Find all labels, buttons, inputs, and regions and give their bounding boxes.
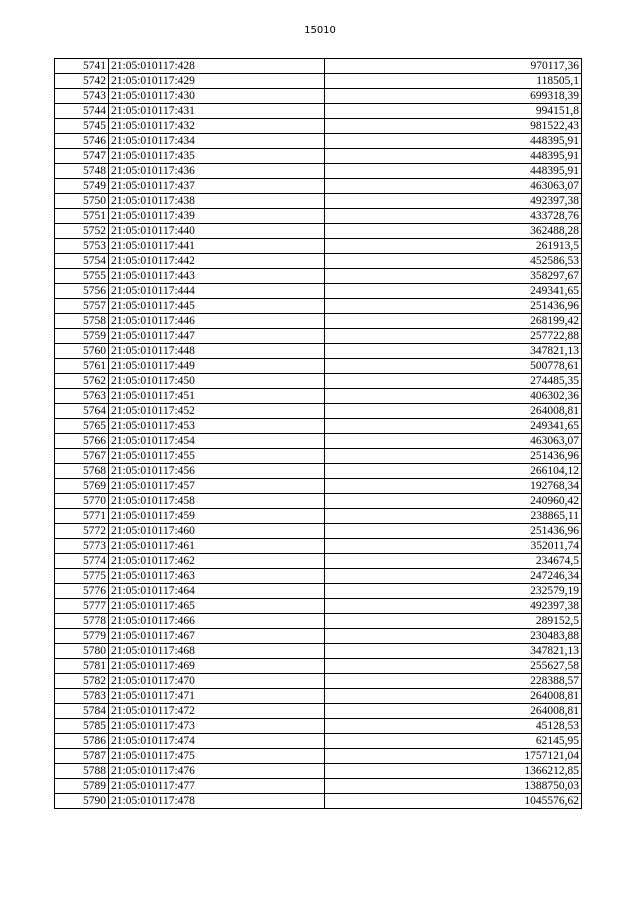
- cadastral-value-cell: 238865,11: [325, 509, 582, 524]
- cadastral-value-cell: 228388,57: [325, 674, 582, 689]
- row-number-cell: 5779: [55, 629, 109, 644]
- table-row: [55, 104, 582, 119]
- row-number-cell: 5763: [55, 389, 109, 404]
- cadastral-value-table: [54, 58, 582, 809]
- cadastral-value-cell: 251436,96: [325, 299, 582, 314]
- cadastral-number-cell: 21:05:010117:478: [109, 794, 325, 809]
- row-number-cell: 5776: [55, 584, 109, 599]
- cadastral-number-cell: 21:05:010117:452: [109, 404, 325, 419]
- cadastral-value-cell: 1366212,85: [325, 764, 582, 779]
- cadastral-value-cell: 981522,43: [325, 119, 582, 134]
- row-number-cell: 5757: [55, 299, 109, 314]
- cadastral-value-cell: 347821,13: [325, 344, 582, 359]
- cadastral-number-cell: 21:05:010117:437: [109, 179, 325, 194]
- cadastral-value-cell: 232579,19: [325, 584, 582, 599]
- cadastral-value-cell: 255627,58: [325, 659, 582, 674]
- cadastral-value-cell: 492397,38: [325, 194, 582, 209]
- table-row: [55, 59, 582, 74]
- row-number-cell: 5772: [55, 524, 109, 539]
- row-number-cell: 5768: [55, 464, 109, 479]
- cadastral-number-cell: 21:05:010117:469: [109, 659, 325, 674]
- row-number-cell: 5770: [55, 494, 109, 509]
- cadastral-value-cell: 406302,36: [325, 389, 582, 404]
- page-number: 15010: [304, 25, 336, 36]
- cadastral-value-cell: 362488,28: [325, 224, 582, 239]
- table-row: [55, 89, 582, 104]
- cadastral-number-cell: 21:05:010117:467: [109, 629, 325, 644]
- cadastral-value-cell: 274485,35: [325, 374, 582, 389]
- row-number-cell: 5790: [55, 794, 109, 809]
- cadastral-value-cell: 45128,53: [325, 719, 582, 734]
- cadastral-number-cell: 21:05:010117:459: [109, 509, 325, 524]
- table-row: [55, 659, 582, 674]
- table-row: [55, 614, 582, 629]
- cadastral-value-cell: 492397,38: [325, 599, 582, 614]
- cadastral-number-cell: 21:05:010117:444: [109, 284, 325, 299]
- cadastral-number-cell: 21:05:010117:438: [109, 194, 325, 209]
- cadastral-value-cell: 1757121,04: [325, 749, 582, 764]
- cadastral-number-cell: 21:05:010117:455: [109, 449, 325, 464]
- row-number-cell: 5767: [55, 449, 109, 464]
- table-row: [55, 134, 582, 149]
- cadastral-value-cell: 463063,07: [325, 434, 582, 449]
- row-number-cell: 5741: [55, 59, 109, 74]
- row-number-cell: 5781: [55, 659, 109, 674]
- cadastral-value-cell: 230483,88: [325, 629, 582, 644]
- cadastral-number-cell: 21:05:010117:442: [109, 254, 325, 269]
- cadastral-number-cell: 21:05:010117:468: [109, 644, 325, 659]
- table-row: [55, 569, 582, 584]
- cadastral-number-cell: 21:05:010117:429: [109, 74, 325, 89]
- cadastral-value-cell: 500778,61: [325, 359, 582, 374]
- cadastral-number-cell: 21:05:010117:471: [109, 689, 325, 704]
- table-row: [55, 269, 582, 284]
- cadastral-value-cell: 264008,81: [325, 689, 582, 704]
- table-row: [55, 389, 582, 404]
- table-row: [55, 239, 582, 254]
- cadastral-value-cell: 289152,5: [325, 614, 582, 629]
- row-number-cell: 5752: [55, 224, 109, 239]
- cadastral-number-cell: 21:05:010117:476: [109, 764, 325, 779]
- row-number-cell: 5784: [55, 704, 109, 719]
- cadastral-value-cell: 234674,5: [325, 554, 582, 569]
- row-number-cell: 5753: [55, 239, 109, 254]
- row-number-cell: 5751: [55, 209, 109, 224]
- row-number-cell: 5769: [55, 479, 109, 494]
- table-row: [55, 719, 582, 734]
- row-number-cell: 5778: [55, 614, 109, 629]
- cadastral-number-cell: 21:05:010117:451: [109, 389, 325, 404]
- cadastral-value-cell: 433728,76: [325, 209, 582, 224]
- table-row: [55, 359, 582, 374]
- table-row: [55, 119, 582, 134]
- row-number-cell: 5745: [55, 119, 109, 134]
- row-number-cell: 5773: [55, 539, 109, 554]
- row-number-cell: 5760: [55, 344, 109, 359]
- row-number-cell: 5748: [55, 164, 109, 179]
- cadastral-number-cell: 21:05:010117:453: [109, 419, 325, 434]
- cadastral-number-cell: 21:05:010117:461: [109, 539, 325, 554]
- table-row: [55, 194, 582, 209]
- row-number-cell: 5785: [55, 719, 109, 734]
- table-row: [55, 779, 582, 794]
- cadastral-number-cell: 21:05:010117:439: [109, 209, 325, 224]
- row-number-cell: 5761: [55, 359, 109, 374]
- cadastral-value-cell: 699318,39: [325, 89, 582, 104]
- cadastral-value-cell: 448395,91: [325, 164, 582, 179]
- cadastral-value-cell: 268199,42: [325, 314, 582, 329]
- cadastral-number-cell: 21:05:010117:434: [109, 134, 325, 149]
- cadastral-number-cell: 21:05:010117:448: [109, 344, 325, 359]
- row-number-cell: 5783: [55, 689, 109, 704]
- row-number-cell: 5744: [55, 104, 109, 119]
- table-row: [55, 704, 582, 719]
- table-row: [55, 509, 582, 524]
- cadastral-number-cell: 21:05:010117:446: [109, 314, 325, 329]
- cadastral-value-cell: 358297,67: [325, 269, 582, 284]
- row-number-cell: 5746: [55, 134, 109, 149]
- table-row: [55, 539, 582, 554]
- cadastral-value-cell: 347821,13: [325, 644, 582, 659]
- table-row: [55, 299, 582, 314]
- cadastral-number-cell: 21:05:010117:431: [109, 104, 325, 119]
- row-number-cell: 5775: [55, 569, 109, 584]
- row-number-cell: 5766: [55, 434, 109, 449]
- cadastral-number-cell: 21:05:010117:457: [109, 479, 325, 494]
- cadastral-value-cell: 261913,5: [325, 239, 582, 254]
- table-row: [55, 74, 582, 89]
- table-row: [55, 464, 582, 479]
- cadastral-number-cell: 21:05:010117:458: [109, 494, 325, 509]
- row-number-cell: 5788: [55, 764, 109, 779]
- cadastral-number-cell: 21:05:010117:456: [109, 464, 325, 479]
- cadastral-number-cell: 21:05:010117:440: [109, 224, 325, 239]
- table-row: [55, 524, 582, 539]
- cadastral-number-cell: 21:05:010117:466: [109, 614, 325, 629]
- table-row: [55, 434, 582, 449]
- cadastral-value-cell: 247246,34: [325, 569, 582, 584]
- cadastral-number-cell: 21:05:010117:474: [109, 734, 325, 749]
- table-row: [55, 179, 582, 194]
- cadastral-value-cell: 257722,88: [325, 329, 582, 344]
- table-row: [55, 734, 582, 749]
- cadastral-value-cell: 249341,65: [325, 419, 582, 434]
- table-row: [55, 329, 582, 344]
- cadastral-value-cell: 240960,42: [325, 494, 582, 509]
- table-row: [55, 164, 582, 179]
- cadastral-value-cell: 448395,91: [325, 134, 582, 149]
- row-number-cell: 5759: [55, 329, 109, 344]
- table-row: [55, 374, 582, 389]
- cadastral-number-cell: 21:05:010117:465: [109, 599, 325, 614]
- cadastral-number-cell: 21:05:010117:432: [109, 119, 325, 134]
- row-number-cell: 5786: [55, 734, 109, 749]
- table-row: [55, 689, 582, 704]
- cadastral-value-cell: 249341,65: [325, 284, 582, 299]
- row-number-cell: 5765: [55, 419, 109, 434]
- cadastral-value-cell: 970117,36: [325, 59, 582, 74]
- table-row: [55, 254, 582, 269]
- row-number-cell: 5747: [55, 149, 109, 164]
- cadastral-value-cell: 266104,12: [325, 464, 582, 479]
- table-row: [55, 224, 582, 239]
- table-row: [55, 629, 582, 644]
- cadastral-value-cell: 264008,81: [325, 704, 582, 719]
- table-body: [55, 59, 582, 809]
- table-row: [55, 209, 582, 224]
- cadastral-number-cell: 21:05:010117:445: [109, 299, 325, 314]
- table-row: [55, 674, 582, 689]
- table-row: [55, 764, 582, 779]
- cadastral-value-cell: 994151,8: [325, 104, 582, 119]
- table-row: [55, 314, 582, 329]
- row-number-cell: 5750: [55, 194, 109, 209]
- cadastral-value-cell: 251436,96: [325, 524, 582, 539]
- cadastral-number-cell: 21:05:010117:447: [109, 329, 325, 344]
- table-row: [55, 344, 582, 359]
- cadastral-number-cell: 21:05:010117:470: [109, 674, 325, 689]
- cadastral-value-cell: 1045576,62: [325, 794, 582, 809]
- cadastral-number-cell: 21:05:010117:472: [109, 704, 325, 719]
- table-row: [55, 284, 582, 299]
- row-number-cell: 5780: [55, 644, 109, 659]
- cadastral-value-cell: 448395,91: [325, 149, 582, 164]
- table-row: [55, 794, 582, 809]
- cadastral-number-cell: 21:05:010117:435: [109, 149, 325, 164]
- row-number-cell: 5754: [55, 254, 109, 269]
- cadastral-number-cell: 21:05:010117:462: [109, 554, 325, 569]
- cadastral-value-cell: 1388750,03: [325, 779, 582, 794]
- cadastral-number-cell: 21:05:010117:477: [109, 779, 325, 794]
- cadastral-value-cell: 251436,96: [325, 449, 582, 464]
- cadastral-value-cell: 352011,74: [325, 539, 582, 554]
- table-row: [55, 599, 582, 614]
- row-number-cell: 5743: [55, 89, 109, 104]
- cadastral-number-cell: 21:05:010117:460: [109, 524, 325, 539]
- row-number-cell: 5756: [55, 284, 109, 299]
- cadastral-number-cell: 21:05:010117:436: [109, 164, 325, 179]
- cadastral-number-cell: 21:05:010117:463: [109, 569, 325, 584]
- cadastral-value-cell: 192768,34: [325, 479, 582, 494]
- cadastral-number-cell: 21:05:010117:464: [109, 584, 325, 599]
- row-number-cell: 5758: [55, 314, 109, 329]
- row-number-cell: 5749: [55, 179, 109, 194]
- table-row: [55, 404, 582, 419]
- cadastral-value-cell: 264008,81: [325, 404, 582, 419]
- table-row: [55, 494, 582, 509]
- table-row: [55, 644, 582, 659]
- row-number-cell: 5762: [55, 374, 109, 389]
- cadastral-value-cell: 463063,07: [325, 179, 582, 194]
- cadastral-number-cell: 21:05:010117:449: [109, 359, 325, 374]
- row-number-cell: 5789: [55, 779, 109, 794]
- cadastral-number-cell: 21:05:010117:454: [109, 434, 325, 449]
- cadastral-number-cell: 21:05:010117:441: [109, 239, 325, 254]
- cadastral-number-cell: 21:05:010117:428: [109, 59, 325, 74]
- cadastral-number-cell: 21:05:010117:443: [109, 269, 325, 284]
- table-row: [55, 449, 582, 464]
- cadastral-number-cell: 21:05:010117:430: [109, 89, 325, 104]
- cadastral-value-cell: 118505,1: [325, 74, 582, 89]
- table-row: [55, 749, 582, 764]
- row-number-cell: 5787: [55, 749, 109, 764]
- cadastral-number-cell: 21:05:010117:450: [109, 374, 325, 389]
- row-number-cell: 5777: [55, 599, 109, 614]
- row-number-cell: 5764: [55, 404, 109, 419]
- cadastral-value-cell: 62145,95: [325, 734, 582, 749]
- cadastral-number-cell: 21:05:010117:475: [109, 749, 325, 764]
- table-row: [55, 149, 582, 164]
- cadastral-number-cell: 21:05:010117:473: [109, 719, 325, 734]
- table-row: [55, 419, 582, 434]
- table-row: [55, 584, 582, 599]
- table-row: [55, 554, 582, 569]
- row-number-cell: 5771: [55, 509, 109, 524]
- row-number-cell: 5774: [55, 554, 109, 569]
- cadastral-value-cell: 452586,53: [325, 254, 582, 269]
- row-number-cell: 5755: [55, 269, 109, 284]
- row-number-cell: 5742: [55, 74, 109, 89]
- row-number-cell: 5782: [55, 674, 109, 689]
- table-row: [55, 479, 582, 494]
